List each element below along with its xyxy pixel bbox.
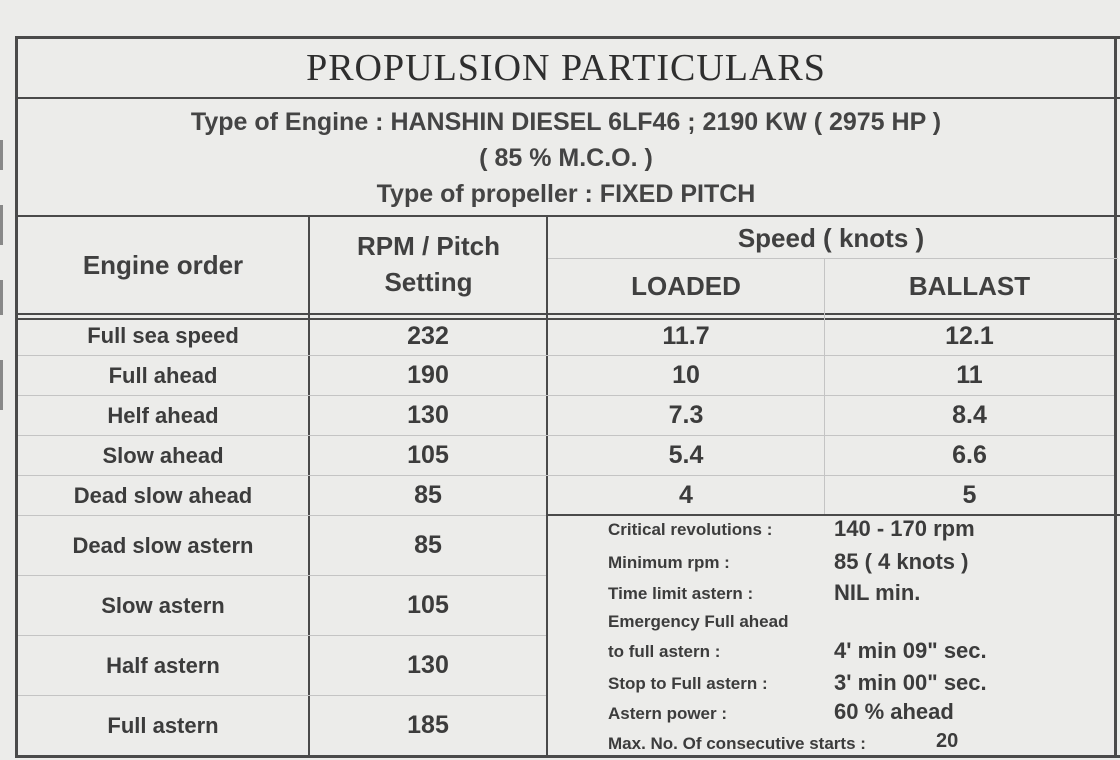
max-consecutive-starts-label: Max. No. Of consecutive starts : xyxy=(608,734,866,753)
ballast-speed-cell: 11 xyxy=(956,361,983,389)
engine-order-cell: Slow astern xyxy=(101,592,225,618)
margin-mark xyxy=(0,280,3,315)
engine-order-cell: Slow ahead xyxy=(102,442,224,468)
title-divider xyxy=(15,97,1120,99)
max-consecutive-starts-value: 20 xyxy=(936,730,959,752)
minimum-rpm-label: Minimum rpm : xyxy=(608,553,730,572)
header-rpm-line1: RPM / Pitch xyxy=(356,230,500,261)
loaded-speed-cell: 4 xyxy=(679,481,693,509)
rpm-cell: 190 xyxy=(407,361,449,389)
rpm-cell: 130 xyxy=(407,651,449,679)
engine-order-cell: Dead slow astern xyxy=(72,532,254,558)
stop-to-full-astern-value: 3' min 00" sec. xyxy=(834,670,987,695)
loaded-speed-cell: 10 xyxy=(672,361,700,389)
critical-revolutions-value: 140 - 170 rpm xyxy=(834,516,975,541)
rpm-cell: 232 xyxy=(407,321,449,350)
ballast-speed-cell: 6.6 xyxy=(952,441,987,469)
engine-order-cell: Full ahead xyxy=(108,362,218,388)
header-speed: Speed ( knots ) xyxy=(737,222,925,253)
stop-to-full-astern-label: Stop to Full astern : xyxy=(608,674,768,693)
frame-bottom xyxy=(15,755,1120,758)
ballast-speed-cell: 8.4 xyxy=(952,401,987,429)
engine-order-cell: Full astern xyxy=(107,712,219,738)
emergency-label-line2: to full astern : xyxy=(608,642,721,661)
speed-subdivider xyxy=(548,258,1118,259)
ballast-speed-cell: 12.1 xyxy=(945,321,994,350)
frame-right xyxy=(1114,36,1117,758)
astern-power-value: 60 % ahead xyxy=(834,699,954,724)
engine-order-cell: Full sea speed xyxy=(87,323,239,348)
margin-mark xyxy=(0,140,3,170)
margin-mark xyxy=(0,205,3,245)
engine-order-cell: Half astern xyxy=(106,652,220,678)
engine-mco: ( 85 % M.C.O. ) xyxy=(479,143,653,172)
loaded-speed-cell: 7.3 xyxy=(668,401,704,429)
margin-mark xyxy=(0,360,3,410)
header-ballast: BALLAST xyxy=(908,270,1031,301)
rpm-cell: 105 xyxy=(407,441,449,469)
ballast-speed-cell: 5 xyxy=(962,481,977,509)
rpm-cell: 85 xyxy=(414,481,442,509)
loaded-speed-cell: 5.4 xyxy=(668,441,704,469)
astern-power-label: Astern power : xyxy=(608,704,728,723)
critical-revolutions-label: Critical revolutions : xyxy=(608,520,773,539)
header-loaded: LOADED xyxy=(631,270,741,301)
minimum-rpm-value: 85 ( 4 knots ) xyxy=(834,549,969,574)
time-limit-astern-value: NIL min. xyxy=(834,580,921,605)
rpm-cell: 105 xyxy=(407,591,449,619)
engine-type: Type of Engine : HANSHIN DIESEL 6LF46 ; 2190 KW ( 2975 HP ) xyxy=(190,107,942,136)
rpm-cell: 130 xyxy=(407,401,449,429)
loaded-speed-cell: 11.7 xyxy=(662,321,710,350)
engine-order-cell: Dead slow ahead xyxy=(73,482,253,508)
propeller-type: Type of propeller : FIXED PITCH xyxy=(376,179,756,208)
page-title: PROPULSION PARTICULARS xyxy=(306,47,826,89)
time-limit-astern-label: Time limit astern : xyxy=(608,584,754,603)
emergency-label-line1: Emergency Full ahead xyxy=(608,612,789,631)
header-rpm-line2: Setting xyxy=(384,266,473,297)
header-engine-order: Engine order xyxy=(82,249,244,280)
emergency-value: 4' min 09" sec. xyxy=(834,638,987,663)
rpm-cell: 185 xyxy=(407,711,449,739)
header-divider-1 xyxy=(15,313,1120,315)
rpm-cell: 85 xyxy=(414,531,442,559)
engine-order-cell: Helf ahead xyxy=(107,402,219,428)
